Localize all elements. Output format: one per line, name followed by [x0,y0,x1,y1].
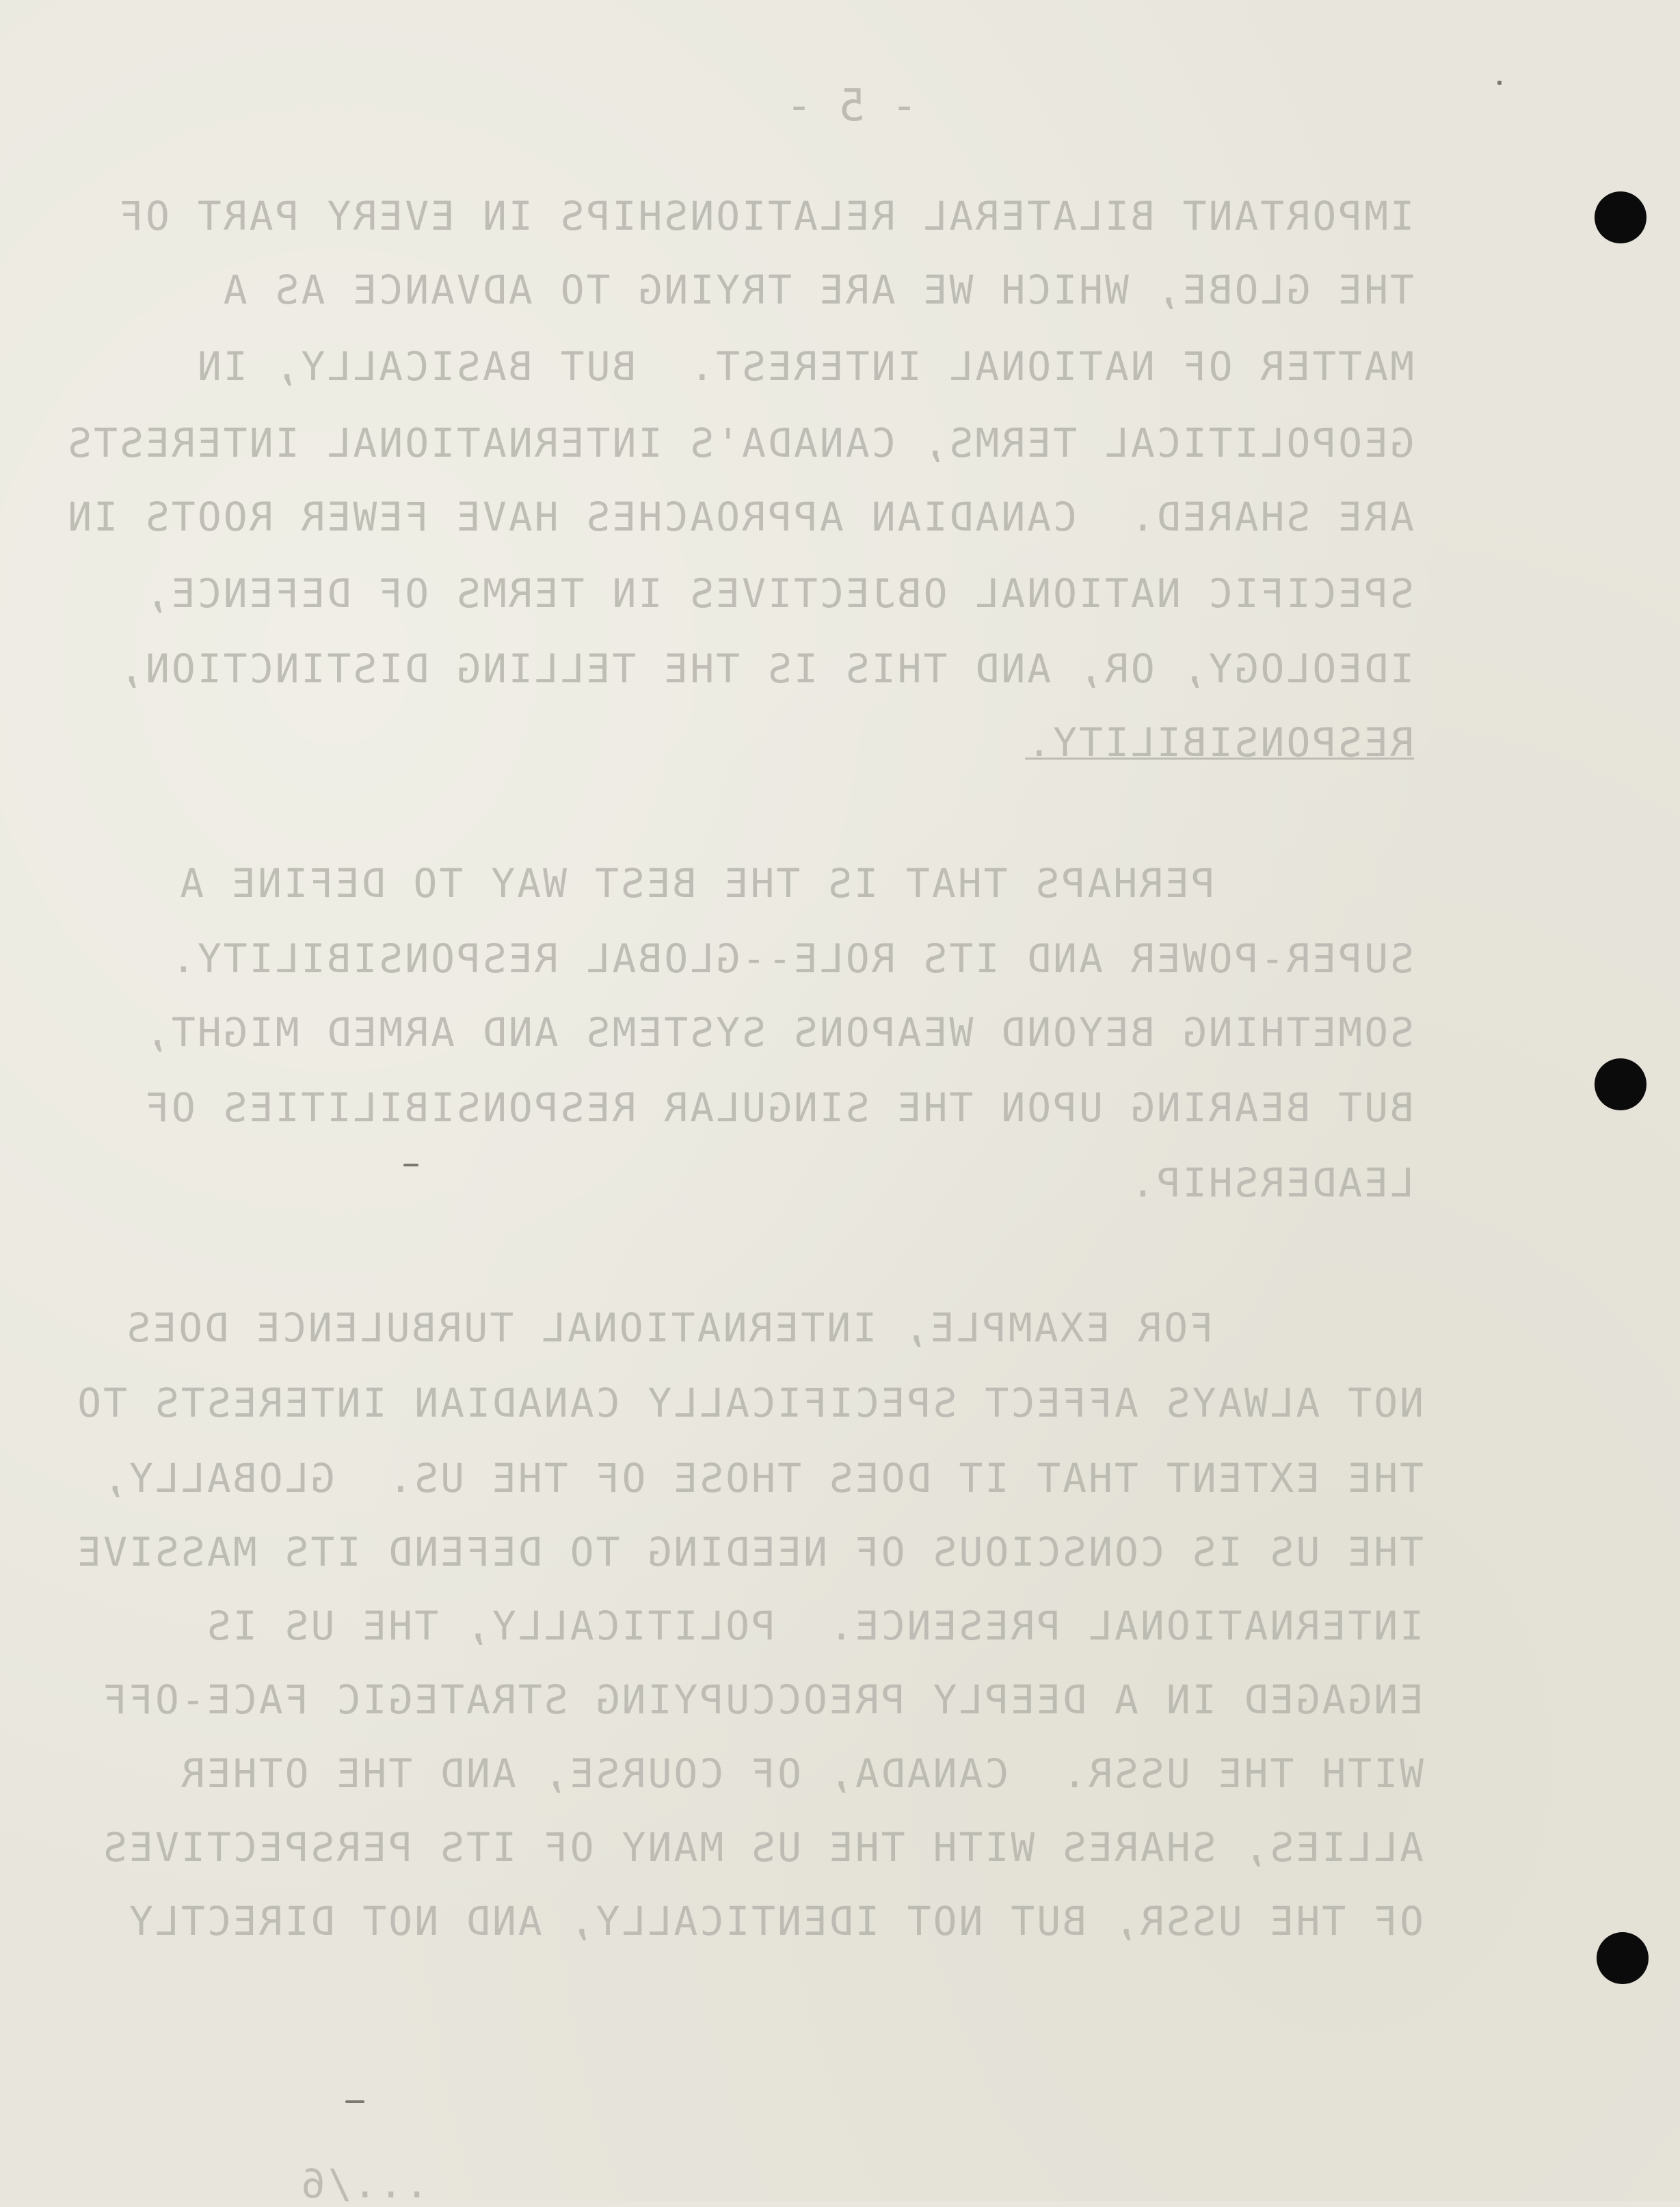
paragraph-3-line-1: FOR EXAMPLE, INTERNATIONAL TURBULENCE DOES [124,1305,1214,1351]
page-number: - 5 - [786,81,918,131]
paragraph-2-line-3: SOMETHING BEYOND WEAPONS SYSTEMS AND ARMED MIGHT, [143,1009,1414,1056]
paragraph-3-line-6: ENGAGED IN A DEEPLY PREOCCUPYING STRATEGIC FACE-OFF [101,1676,1424,1723]
paragraph-2-line-4: BUT BEARING UPON THE SINGULAR RESPONSIBILITIES OF [143,1084,1414,1131]
continuation-marker: .../6 [299,2161,429,2207]
paragraph-3-line-8: ALLIES, SHARES WITH THE US MANY OF ITS PERSPECTIVES [101,1824,1424,1871]
paragraph-3-line-5: INTERNATIONAL PRESENCE. POLITICALLY, THE US IS [204,1603,1424,1649]
paragraph-3-line-3: THE EXTENT THAT IT DOES THOSE OF THE US. GLOBALLY, [101,1455,1424,1501]
paragraph-1-line-2: THE GLOBE, WHICH WE ARE TRYING TO ADVANCE AS A [221,267,1414,313]
paragraph-1-line-7: IDEOLOGY, OR, AND THIS IS THE TELLING DISTINCTION, [118,645,1414,692]
paragraph-3-line-4: THE US IS CONSCIOUS OF NEEDING TO DEFEND ITS MASSIVE [75,1529,1424,1575]
paragraph-3-line-7: WITH THE USSR. CANADA, OF COURSE, AND THE OTHER [178,1750,1424,1797]
paragraph-2-line-1: PERHAPS THAT IS THE BEST WAY TO DEFINE A [178,860,1215,907]
paragraph-2-line-5: LEADERSHIP. [1128,1160,1414,1206]
paragraph-1-line-5: ARE SHARED. CANADIAN APPROACHES HAVE FEWER ROOTS IN [66,494,1414,540]
paragraph-1-line-1: IMPORTANT BILATERAL RELATIONSHIPS IN EVERY PART OF [118,193,1414,239]
paragraph-3-line-9: OF THE USSR, BUT NOT IDENTICALLY, AND NOT DIRECTLY [127,1898,1424,1944]
paragraph-1-line-6: SPECIFIC NATIONAL OBJECTIVES IN TERMS OF DEFENCE, [143,570,1414,617]
paragraph-3-line-2: NOT ALWAYS AFFECT SPECIFICALLY CANADIAN INTERESTS TO [75,1380,1424,1426]
paragraph-1-line-3: MATTER OF NATIONAL INTEREST. BUT BASICALLY, IN [195,343,1414,390]
paragraph-1-line-8: RESPONSIBILITY. [1025,719,1414,766]
paragraph-1-line-4: GEOPOLITICAL TERMS, CANADA'S INTERNATIONAL INTERESTS [66,420,1414,466]
paragraph-2-line-2: SUPER-POWER AND ITS ROLE--GLOBAL RESPONSIBILITY. [169,935,1414,982]
